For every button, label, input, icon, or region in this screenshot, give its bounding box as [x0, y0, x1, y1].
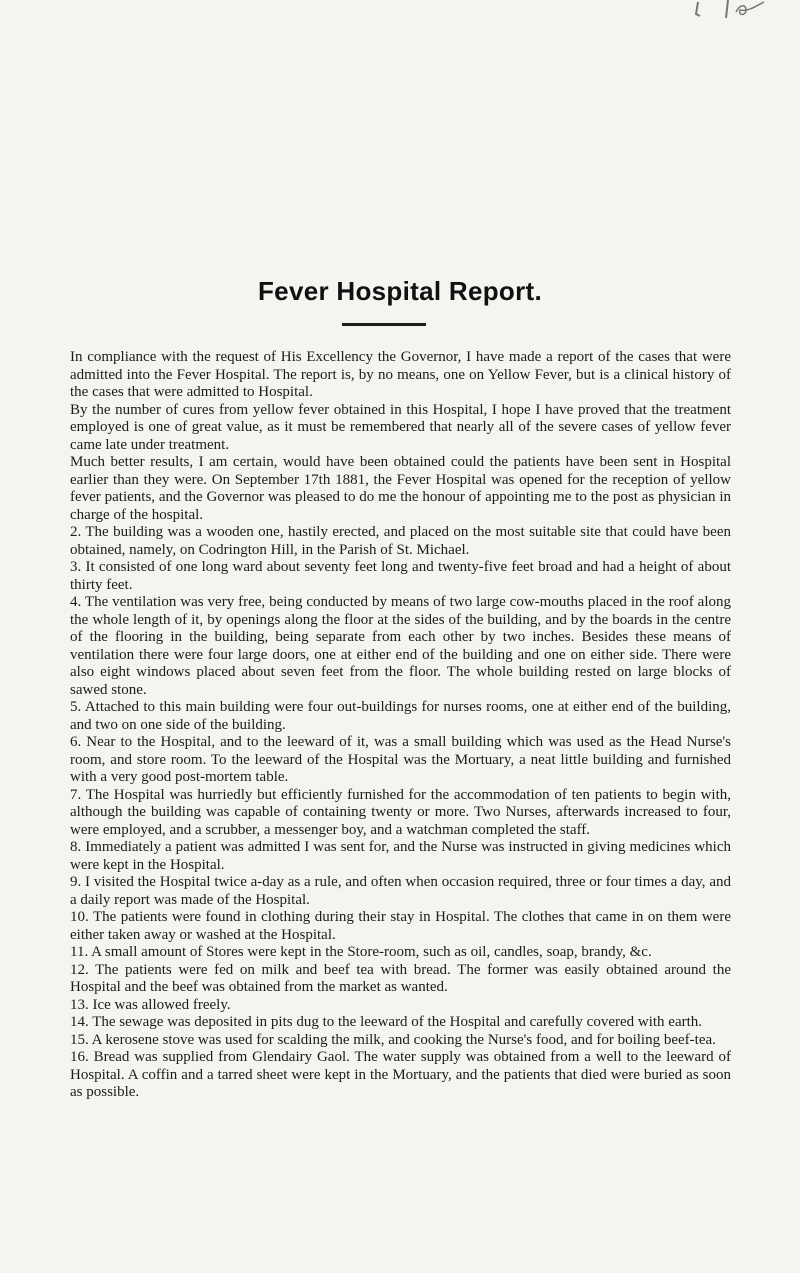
paragraph-8: 8. Immediately a patient was admitted I was sent for, and the Nurse was instructed in giving medicines which were kept in the Hospital.	[70, 839, 731, 873]
paragraph-10: 10. The patients were found in clothing during their stay in Hospital. The clothes that came in on them were either taken away or washed at the Hospital.	[70, 909, 731, 943]
title-underline-rule	[342, 323, 426, 326]
paragraph-12: 12. The patients were fed on milk and beef tea with bread. The former was easily obtained around the Hospital and the beef was obtained from the market as wanted.	[70, 961, 731, 995]
page-corner-ink-marks	[690, 0, 770, 28]
paragraph-results: Much better results, I am certain, would have been obtained could the patients have been sent in Hospital earlier than they were. On September 17th 1881, the Fever Hospital was opened for the reception of yellow fever patients, and the Governor was pleased to do me the honour of appointing me to the post as physician in charge of the hospital.	[70, 454, 731, 523]
paragraph-intro: In compliance with the request of His Excellency the Governor, I have made a report of the cases that were admitted into the Fever Hospital. The report is, by no means, one on Yellow Fever, but is a clinical history of the cases that were admitted to Hospital.	[70, 349, 731, 400]
paragraph-6: 6. Near to the Hospital, and to the leeward of it, was a small building which was used as the Head Nurse's room, and store room. To the leeward of the Hospital was the Mortuary, a neat little building and furnished with a very good post-mortem table.	[70, 734, 731, 785]
paragraph-7: 7. The Hospital was hurriedly but efficiently furnished for the accommodation of ten patients to begin with, although the building was capable of containing twenty or more. Two Nurses, afterwards increased to four, were employed, and a scrubber, a messenger boy, and a watchman completed the staff.	[70, 786, 731, 838]
paragraph-15: 15. A kerosene stove was used for scalding the milk, and cooking the Nurse's food, and for boiling beef-tea.	[70, 1031, 716, 1048]
report-body	[70, 349, 731, 1102]
paragraph-cures: By the number of cures from yellow fever obtained in this Hospital, I hope I have proved that the treatment employed is one of great value, as it must be remembered that nearly all of the severe cases of yellow fever came late under treatment.	[70, 401, 731, 453]
paragraph-16: 16. Bread was supplied from Glendairy Gaol. The water supply was obtained from a well to the leeward of Hospital. A coffin and a tarred sheet were kept in the Mortuary, and the patients that died were buried as soon as possible.	[70, 1049, 731, 1100]
paragraph-5: 5. Attached to this main building were four out-buildings for nurses rooms, one at either end of the building, and two on one side of the building.	[70, 699, 731, 733]
page-title: Fever Hospital Report.	[258, 276, 542, 306]
paragraph-13: 13. Ice was allowed freely.	[70, 996, 231, 1013]
paragraph-3: 3. It consisted of one long ward about seventy feet long and twenty-five feet broad and had a height of about thirty feet.	[70, 559, 731, 593]
paragraph-14: 14. The sewage was deposited in pits dug to the leeward of the Hospital and carefully covered with earth.	[70, 1014, 703, 1030]
paragraph-2: 2. The building was a wooden one, hastily erected, and placed on the most suitable site that could have been obtained, namely, on Codrington Hill, in the Parish of St. Michael.	[70, 524, 731, 558]
paragraph-9: 9. I visited the Hospital twice a-day as a rule, and often when occasion required, three or four times a day, and a daily report was made of the Hospital.	[70, 874, 731, 908]
paragraph-4: 4. The ventilation was very free, being conducted by means of two large cow-mouths placed in the roof along the whole length of it, by openings along the floor at the sides of the building, and by the boards in the centre of the flooring in the building, being separate from each other by two inches. Besides these means of ventilation there were four large doors, one at either end of the building and one on either side. There were also eight windows placed about seven feet from the floor. The whole building rested on large blocks of sawed stone.	[70, 594, 731, 698]
paragraph-11: 11. A small amount of Stores were kept in the Store-room, such as oil, candles, soap, brandy, &c.	[70, 944, 652, 960]
